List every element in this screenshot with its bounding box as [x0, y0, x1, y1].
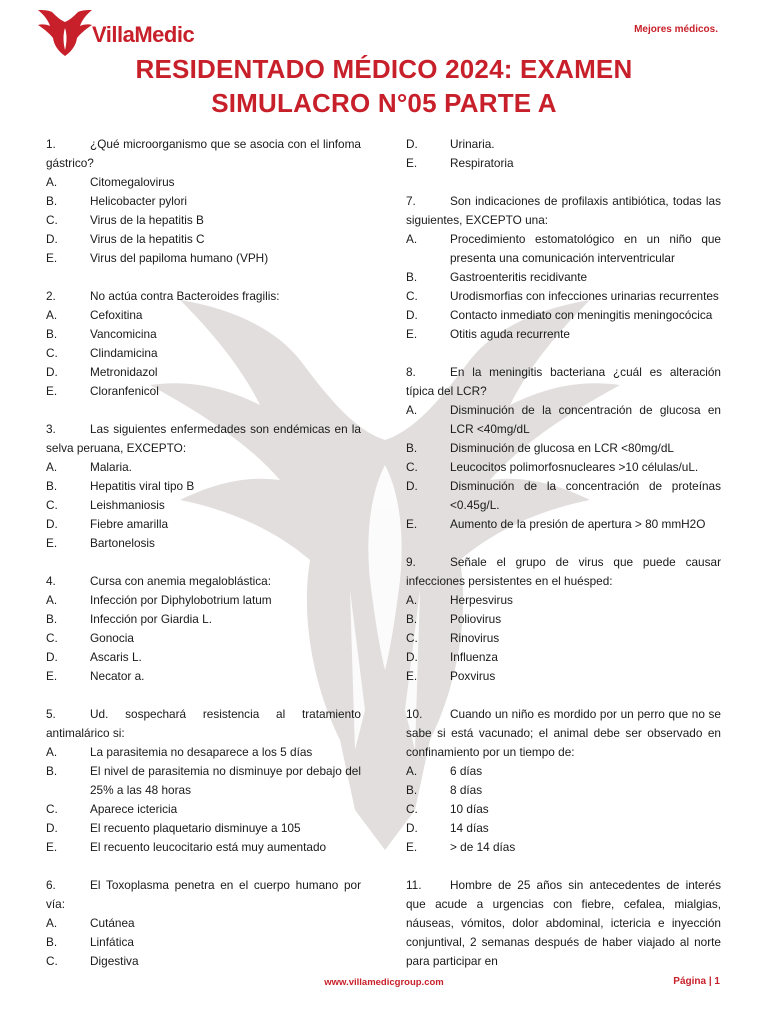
question-stem: [46, 705, 361, 743]
option-letter: B.: [406, 783, 418, 797]
option-letter: C.: [46, 802, 58, 816]
answer-option: [46, 591, 361, 610]
answer-option: [46, 610, 361, 629]
option-letter: B.: [46, 764, 58, 778]
option-text: Poxvirus: [450, 669, 496, 683]
answer-option: [406, 762, 721, 781]
right-column: [406, 135, 721, 990]
answer-option: [46, 933, 361, 952]
answer-option: [46, 325, 361, 344]
question-number: 6.: [46, 878, 56, 892]
question-text: Son indicaciones de profilaxis antibiótica, todas las siguientes, EXCEPTO una:: [406, 194, 721, 227]
option-text: Ascaris L.: [90, 650, 142, 664]
option-letter: E.: [46, 536, 58, 550]
question-block: [46, 420, 361, 553]
answer-option: [46, 249, 361, 268]
option-text: Bartonelosis: [90, 536, 155, 550]
question-stem: [406, 705, 721, 762]
option-letter: A.: [46, 916, 58, 930]
option-letter: C.: [46, 498, 58, 512]
question-block: [406, 135, 721, 173]
option-text: Clindamicina: [90, 346, 158, 360]
option-letter: B.: [46, 327, 58, 341]
option-text: Rinovirus: [450, 631, 500, 645]
answer-option: [406, 781, 721, 800]
option-letter: A.: [46, 593, 58, 607]
question-block: [406, 553, 721, 686]
option-text: El nivel de parasitemia no disminuye por debajo del 25% a las 48 horas: [90, 764, 361, 797]
option-letter: C.: [46, 631, 58, 645]
option-text: Respiratoria: [450, 156, 514, 170]
answer-option: [406, 458, 721, 477]
option-text: Disminución de la concentración de proteínas <0.45g/L.: [450, 479, 721, 512]
option-text: 10 días: [450, 802, 489, 816]
option-letter: B.: [46, 479, 58, 493]
answer-option: [406, 591, 721, 610]
option-letter: C.: [46, 346, 58, 360]
option-letter: A.: [46, 175, 58, 189]
answer-option: [406, 629, 721, 648]
option-text: El recuento leucocitario está muy aumentado: [90, 840, 327, 854]
option-text: La parasitemia no desaparece a los 5 días: [90, 745, 313, 759]
question-number: 5.: [46, 707, 56, 721]
option-text: Infección por Giardia L.: [90, 612, 212, 626]
page-header: [0, 0, 768, 60]
question-stem: [46, 876, 361, 914]
option-letter: A.: [46, 460, 58, 474]
answer-option: [406, 439, 721, 458]
question-block: [406, 192, 721, 344]
option-text: Influenza: [450, 650, 498, 664]
option-letter: C.: [406, 631, 418, 645]
answer-option: [46, 192, 361, 211]
option-letter: E.: [406, 156, 418, 170]
option-text: 6 días: [450, 764, 483, 778]
option-text: Otitis aguda recurrente: [450, 327, 570, 341]
question-number: 1.: [46, 137, 56, 151]
question-text: El Toxoplasma penetra en el cuerpo humano por vía:: [46, 878, 361, 911]
option-text: Contacto inmediato con meningitis meningocócica: [450, 308, 713, 322]
option-letter: C.: [46, 213, 58, 227]
answer-option: [406, 401, 721, 439]
option-letter: A.: [406, 403, 418, 417]
option-letter: C.: [406, 802, 418, 816]
option-text: Procedimiento estomatológico en un niño que presenta una comunicación interventricular: [450, 232, 721, 265]
option-letter: D.: [406, 479, 418, 493]
option-text: Citomegalovirus: [90, 175, 175, 189]
option-text: El recuento plaquetario disminuye a 105: [90, 821, 301, 835]
option-text: Digestiva: [90, 954, 139, 968]
answer-option: [46, 496, 361, 515]
answer-option: [406, 800, 721, 819]
left-column: [46, 135, 361, 990]
question-text: Las siguientes enfermedades son endémicas en la selva peruana, EXCEPTO:: [46, 422, 361, 455]
answer-option: [46, 306, 361, 325]
option-letter: A.: [46, 308, 58, 322]
option-text: Gonocia: [90, 631, 134, 645]
option-letter: E.: [46, 669, 58, 683]
question-stem: [406, 876, 721, 971]
answer-option: [46, 743, 361, 762]
option-text: Linfática: [90, 935, 134, 949]
answer-option: [46, 211, 361, 230]
option-letter: C.: [406, 289, 418, 303]
question-stem: [46, 135, 361, 173]
option-text: Virus de la hepatitis C: [90, 232, 205, 246]
option-text: Cutánea: [90, 916, 135, 930]
option-letter: A.: [406, 232, 418, 246]
question-stem: [406, 192, 721, 230]
question-block: [46, 572, 361, 686]
answer-option: [46, 515, 361, 534]
option-letter: D.: [406, 821, 418, 835]
question-block: [46, 705, 361, 857]
answer-option: [406, 838, 721, 857]
option-letter: B.: [406, 612, 418, 626]
answer-option: [46, 838, 361, 857]
answer-option: [46, 952, 361, 971]
option-text: Necator a.: [90, 669, 145, 683]
question-stem: [46, 420, 361, 458]
option-letter: E.: [46, 251, 58, 265]
question-number: 8.: [406, 365, 416, 379]
answer-option: [46, 648, 361, 667]
option-text: Fiebre amarilla: [90, 517, 169, 531]
option-text: Aparece ictericia: [90, 802, 178, 816]
answer-option: [406, 325, 721, 344]
option-letter: D.: [406, 650, 418, 664]
question-text: Cuando un niño es mordido por un perro que no se sabe si está vacunado; el animal debe ser observado en confinamiento por un tiempo de:: [406, 707, 721, 759]
answer-option: [406, 477, 721, 515]
option-letter: B.: [46, 935, 58, 949]
answer-option: [406, 268, 721, 287]
question-stem: [406, 553, 721, 591]
option-text: Virus de la hepatitis B: [90, 213, 204, 227]
answer-option: [46, 762, 361, 800]
answer-option: [406, 287, 721, 306]
question-block: [46, 287, 361, 401]
question-number: 4.: [46, 574, 56, 588]
option-letter: B.: [406, 270, 418, 284]
option-letter: C.: [406, 460, 418, 474]
answer-option: [46, 458, 361, 477]
option-text: Cefoxitina: [90, 308, 143, 322]
option-text: Herpesvirus: [450, 593, 513, 607]
answer-option: [406, 135, 721, 154]
answer-option: [46, 173, 361, 192]
option-text: Poliovirus: [450, 612, 502, 626]
question-block: [406, 876, 721, 971]
option-letter: B.: [46, 194, 58, 208]
option-text: Cloranfenicol: [90, 384, 159, 398]
option-text: Gastroenteritis recidivante: [450, 270, 588, 284]
question-number: 7.: [406, 194, 416, 208]
option-text: Hepatitis viral tipo B: [90, 479, 195, 493]
question-stem: [46, 287, 361, 306]
question-text: ¿Qué microorganismo que se asocia con el linfoma gástrico?: [46, 137, 361, 170]
answer-option: [46, 629, 361, 648]
answer-option: [406, 648, 721, 667]
answer-option: [406, 154, 721, 173]
option-letter: C.: [46, 954, 58, 968]
option-letter: A.: [406, 593, 418, 607]
option-letter: E.: [46, 384, 58, 398]
option-text: Aumento de la presión de apertura > 80 mmH2O: [450, 517, 706, 531]
option-letter: D.: [406, 308, 418, 322]
question-number: 3.: [46, 422, 56, 436]
option-letter: E.: [406, 517, 418, 531]
footer-website[interactable]: www.villamedicgroup.com: [324, 977, 444, 988]
answer-option: [406, 230, 721, 268]
question-text: Cursa con anemia megaloblástica:: [90, 574, 271, 588]
option-text: Urodismorfias con infecciones urinarias recurrentes: [450, 289, 719, 303]
option-letter: D.: [46, 650, 58, 664]
option-text: Metronidazol: [90, 365, 158, 379]
answer-option: [46, 800, 361, 819]
answer-option: [46, 819, 361, 838]
tagline: Mejores médicos.: [634, 24, 718, 35]
question-stem: [46, 572, 361, 591]
question-block: [406, 705, 721, 857]
option-text: 8 días: [450, 783, 483, 797]
option-letter: E.: [406, 327, 418, 341]
option-text: Disminución de la concentración de glucosa en LCR <40mg/dL: [450, 403, 721, 436]
question-number: 10.: [406, 707, 423, 721]
answer-option: [46, 363, 361, 382]
page-number: Página | 1: [673, 976, 720, 987]
option-text: 14 días: [450, 821, 489, 835]
option-text: Disminución de glucosa en LCR <80mg/dL: [450, 441, 674, 455]
option-text: Vancomicina: [90, 327, 157, 341]
answer-option: [46, 477, 361, 496]
answer-option: [406, 515, 721, 534]
option-text: > de 14 días: [450, 840, 516, 854]
option-text: Urinaria.: [450, 137, 495, 151]
option-text: Virus del papiloma humano (VPH): [90, 251, 269, 265]
option-text: Helicobacter pylori: [90, 194, 188, 208]
question-stem: [406, 363, 721, 401]
brand-name: VillaMedic: [92, 22, 195, 47]
option-text: Leishmaniosis: [90, 498, 165, 512]
answer-option: [406, 306, 721, 325]
answer-option: [46, 230, 361, 249]
question-text: Hombre de 25 años sin antecedentes de interés que acude a urgencias con fiebre, cefalea, mialgias, náuseas, vómitos, dolor abdominal, ictericia e inyección conjuntival, 2 semanas después de haber viajado al norte para participar en: [406, 878, 721, 968]
answer-option: [46, 914, 361, 933]
eagle-logo-icon: [38, 10, 92, 56]
question-text: Señale el grupo de virus que puede causar infecciones persistentes en el huésped:: [406, 555, 721, 588]
answer-option: [46, 382, 361, 401]
question-number: 9.: [406, 555, 416, 569]
answer-option: [406, 610, 721, 629]
option-letter: D.: [46, 232, 58, 246]
option-letter: D.: [406, 137, 418, 151]
question-block: [406, 363, 721, 534]
option-text: Infección por Diphylobotrium latum: [90, 593, 272, 607]
question-block: [46, 876, 361, 971]
option-text: Leucocitos polimorfosnucleares >10 células/uL.: [450, 460, 699, 474]
question-text: Ud. sospechará resistencia al tratamiento antimalárico si:: [46, 707, 361, 740]
option-text: Malaria.: [90, 460, 132, 474]
option-letter: B.: [46, 612, 58, 626]
option-letter: B.: [406, 441, 418, 455]
question-block: [46, 135, 361, 268]
answer-option: [46, 534, 361, 553]
question-text: En la meningitis bacteriana ¿cuál es alteración típica del LCR?: [406, 365, 721, 398]
option-letter: E.: [406, 840, 418, 854]
option-letter: D.: [46, 517, 58, 531]
title-line-2: SIMULACRO N°05 PARTE A: [211, 88, 557, 118]
option-letter: E.: [406, 669, 418, 683]
option-letter: A.: [46, 745, 58, 759]
answer-option: [46, 344, 361, 363]
answer-option: [406, 667, 721, 686]
question-text: No actúa contra Bacteroides fragilis:: [90, 289, 280, 303]
document-title: [0, 52, 768, 120]
answer-option: [46, 667, 361, 686]
title-line-1: RESIDENTADO MÉDICO 2024: EXAMEN: [135, 54, 633, 84]
option-letter: D.: [46, 821, 58, 835]
option-letter: A.: [406, 764, 418, 778]
option-letter: E.: [46, 840, 58, 854]
option-letter: D.: [46, 365, 58, 379]
answer-option: [406, 819, 721, 838]
question-number: 11.: [406, 878, 422, 892]
question-number: 2.: [46, 289, 56, 303]
